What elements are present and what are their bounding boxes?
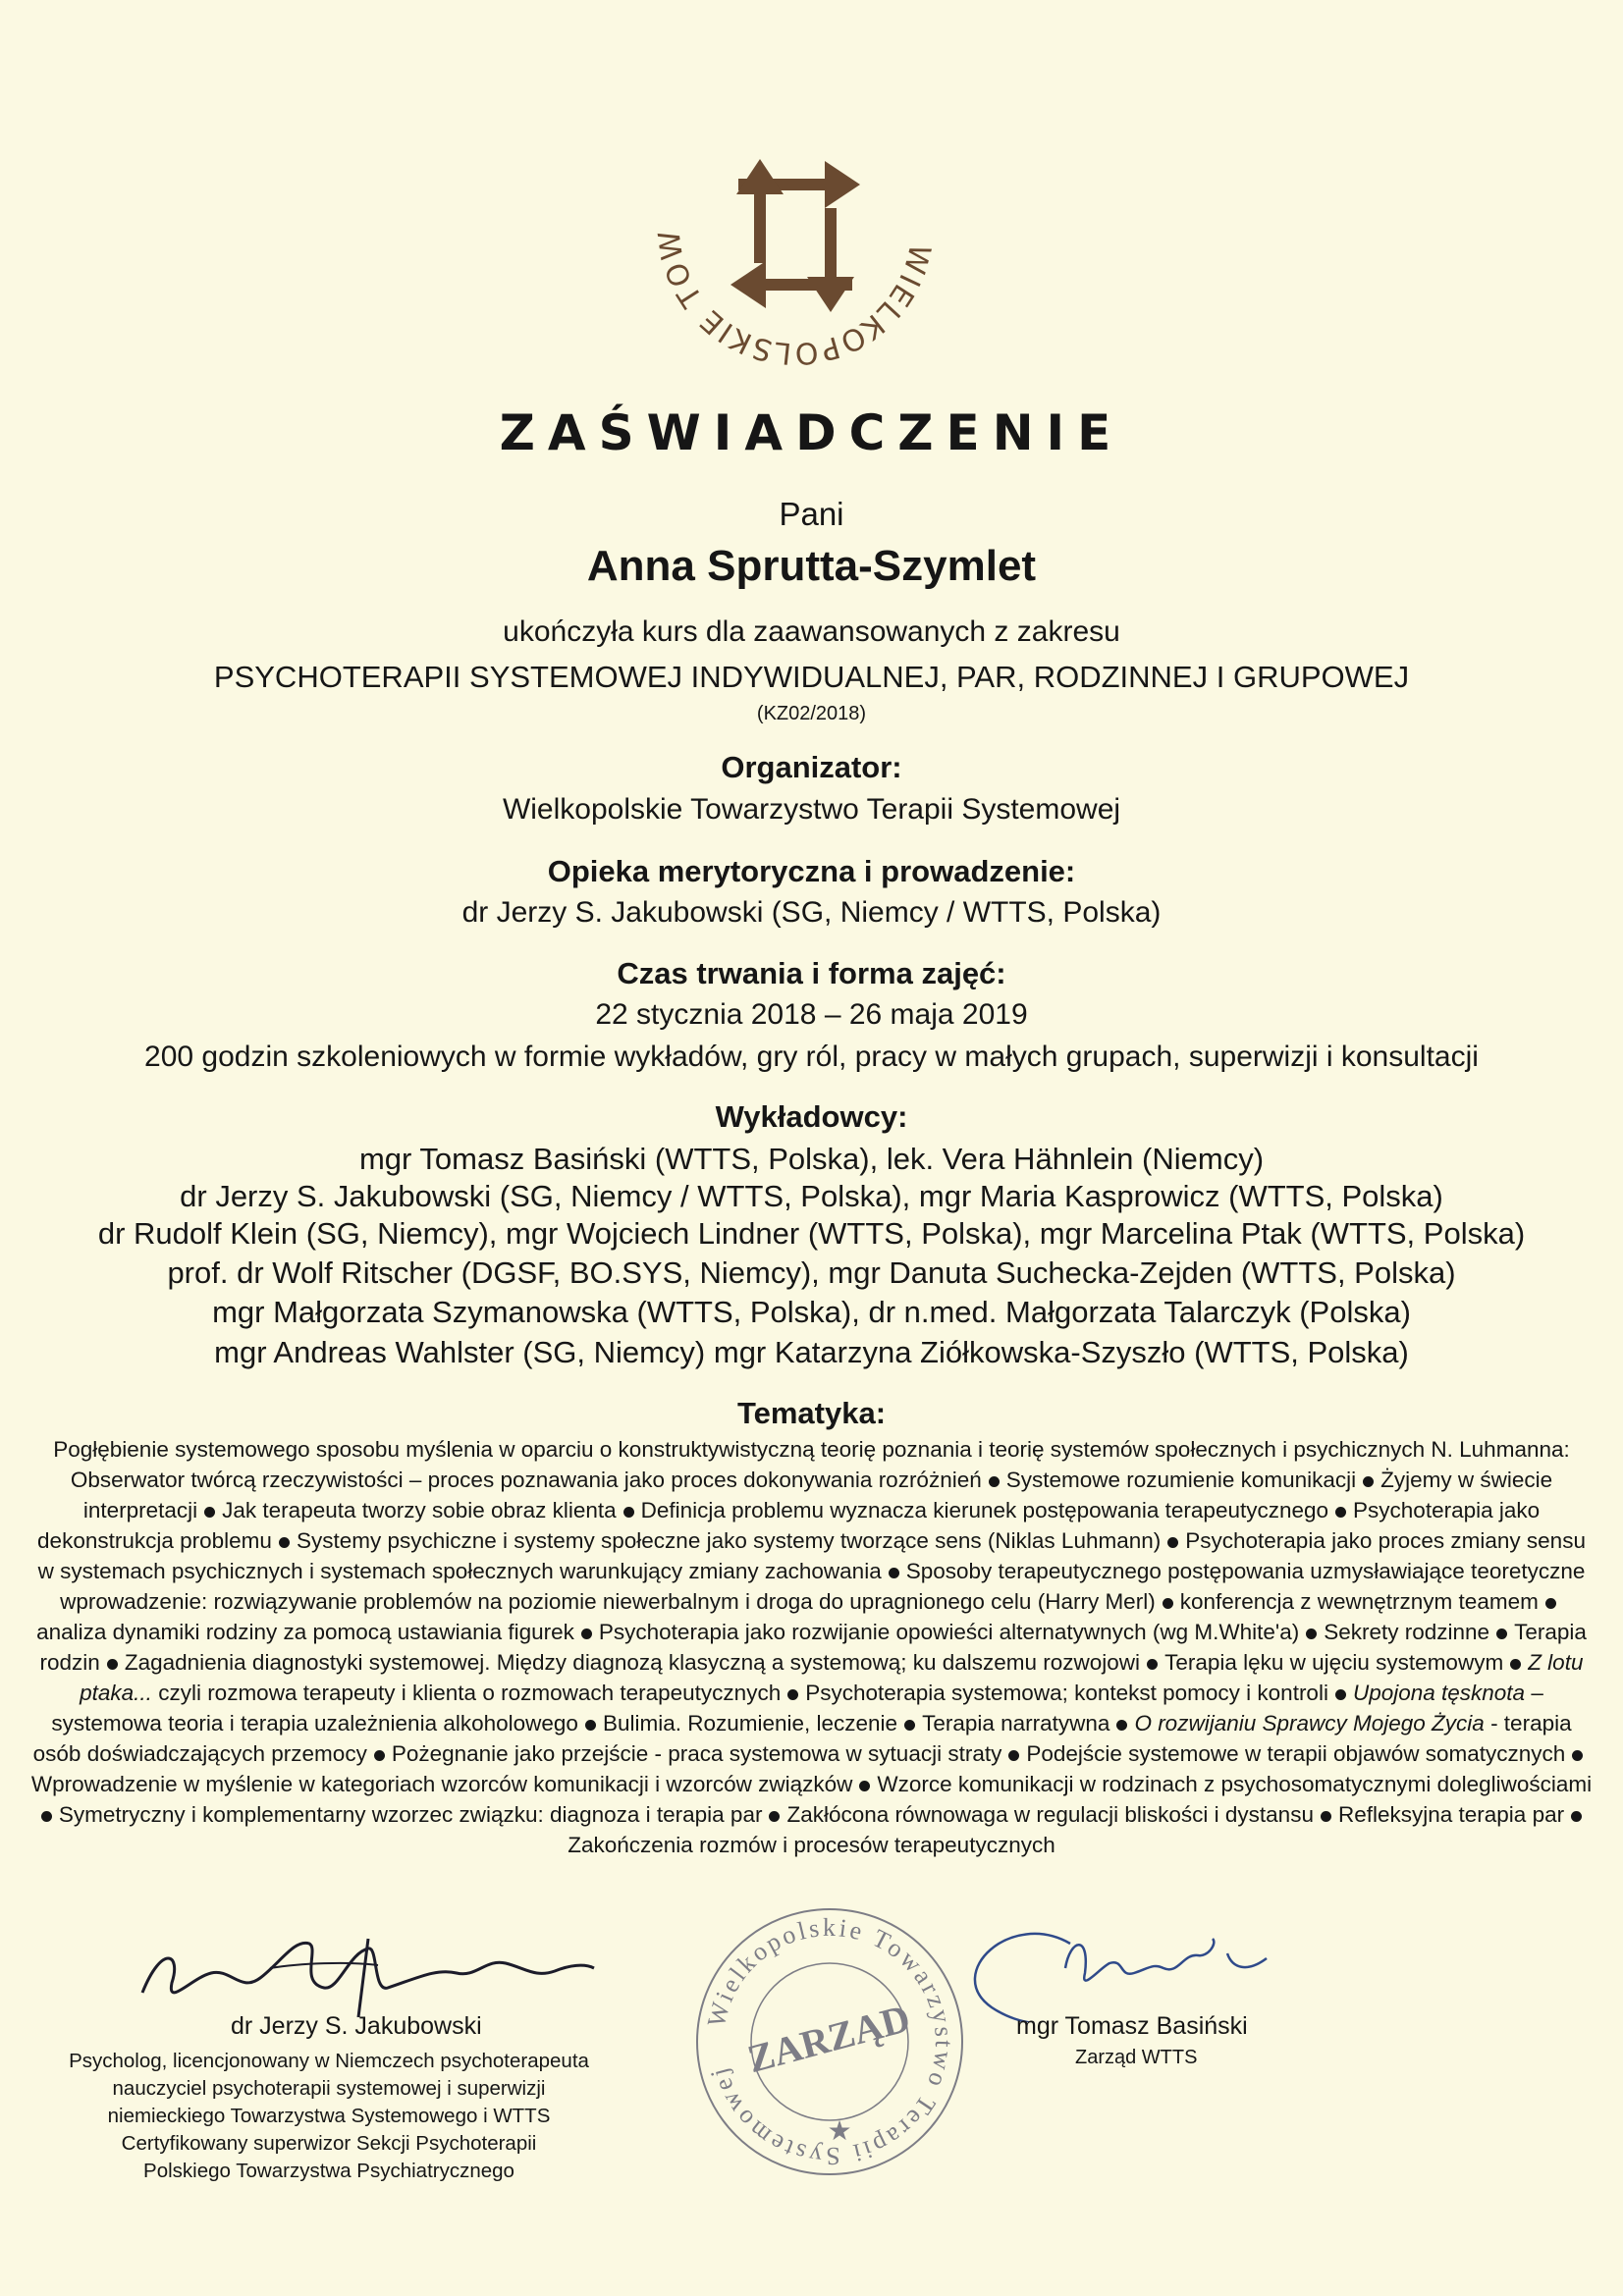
bullet-icon — [374, 1750, 385, 1761]
bullet-icon — [1363, 1476, 1374, 1487]
lecturer-line: mgr Tomasz Basiński (WTTS, Polska), lek. Vera Hähnlein (Niemcy) — [358, 1142, 1265, 1176]
lecturer-line: dr Jerzy S. Jakubowski (SG, Niemcy / WTTS, Polska), mgr Maria Kasprowicz (WTTS, Polska) — [180, 1179, 1443, 1213]
bullet-icon — [1545, 1598, 1556, 1609]
stamp-center-text: ZARZĄD — [742, 1996, 915, 2082]
recipient-name: Anna Sprutta-Szymlet — [586, 542, 1037, 590]
topic-item: Psychoterapia jako dekonstrukcja problemu — [37, 1498, 1541, 1553]
handwritten-signature — [123, 1934, 712, 2022]
bullet-icon — [859, 1781, 870, 1791]
lecturer-line: dr Rudolf Klein (SG, Niemcy), mgr Wojciech Lindner (WTTS, Polska), mgr Marcelina Ptak (WTTS, Polska) — [97, 1216, 1526, 1251]
topic-item: Podejście systemowe w terapii objawów somatycznych — [1026, 1741, 1566, 1766]
topic-item: Sposoby terapeutycznego postępowania uzmysławiające teoretyczne wprowadzenie: rozwiązywanie problemów na poziomie niewerbalnym i droga do upragnionego celu (Harry Merl) — [60, 1559, 1586, 1614]
topic-item: Definicja problemu wyznacza kierunek postępowania terapeutycznego — [640, 1498, 1329, 1522]
lecturer-line: mgr Andreas Wahlster (SG, Niemcy) mgr Katarzyna Ziółkowska-Szyszło (WTTS, Polska) — [214, 1335, 1409, 1369]
bullet-icon — [279, 1537, 290, 1548]
bullet-icon — [1167, 1537, 1178, 1548]
bullet-icon — [1335, 1689, 1346, 1700]
topic-italic-title: Upojona tęsknota — [1352, 1681, 1526, 1705]
svg-text:WIELKOPOLSKIE TOWARZYSTWO TERA: WIELKOPOLSKIE TOW — [652, 228, 938, 371]
topic-italic-title: O rozwijaniu Sprawcy Mojego Życia — [1134, 1711, 1485, 1735]
svg-text:Wielkopolskie Towarzystwo Tera: Wielkopolskie Towarzystwo Terapii Systemowej — [701, 1912, 959, 2171]
bullet-icon — [1572, 1750, 1583, 1761]
organization-logo — [628, 61, 962, 395]
organizer-label: Organizator: — [721, 750, 902, 784]
topic-item: Psychoterapia jako rozwijanie opowieści alternatywnych (wg M.White'a) — [598, 1620, 1300, 1644]
bullet-icon — [889, 1568, 899, 1578]
topic-item: Pogłębienie systemowego sposobu myślenia w oparciu o konstruktywistyczną teorię poznania i teorię systemów społecznych i psychicznych N. Luhmanna: Obserwator twórcą rzeczywistości – proces poznawania jako proces dokonywania rozróżnień — [53, 1437, 1570, 1492]
topic-item: Jak terapeuta tworzy sobie obraz klienta — [222, 1498, 617, 1522]
bullet-icon — [1510, 1659, 1521, 1670]
signatory-credentials: Psycholog, licencjonowany w Niemczech psychoterapeuta nauczyciel psychoterapii systemowej i superwizji niemieckiego Towarzystwa Systemowego i WTTS Certyfikowany superwizor Sekcji Psychoterapii Polskiego Towarzystwa Psychiatrycznego — [69, 2050, 589, 2182]
duration-dates: 22 stycznia 2018 – 26 maja 2019 — [595, 998, 1028, 1031]
certificate-title: ZAŚWIADCZENIE — [499, 404, 1124, 461]
topic-item: Refleksyjna terapia par — [1337, 1802, 1565, 1827]
salutation: Pani — [779, 496, 844, 532]
bullet-icon — [581, 1629, 592, 1639]
bullet-icon — [1116, 1720, 1127, 1731]
bullet-icon — [904, 1720, 915, 1731]
bullet-icon — [623, 1507, 634, 1518]
topic-item: Żyjemy w świecie interpretacji — [82, 1468, 1553, 1522]
topic-item: konferencja z wewnętrznym teamem — [1179, 1589, 1539, 1614]
topic-item: Terapia narratywna — [922, 1711, 1110, 1735]
topic-item: - terapia osób doświadczających przemocy — [32, 1711, 1572, 1766]
bullet-icon — [1306, 1629, 1317, 1639]
lecturers-label: Wykładowcy: — [715, 1099, 908, 1134]
supervision-value: dr Jerzy S. Jakubowski (SG, Niemcy / WTTS, Polska) — [461, 896, 1162, 929]
supervision-label: Opieka merytoryczna i prowadzenie: — [547, 854, 1076, 888]
topic-item: Systemowe rozumienie komunikacji — [1005, 1468, 1357, 1492]
organizer-value: Wielkopolskie Towarzystwo Terapii Systemowej — [502, 793, 1121, 826]
topic-item: Zakończenia rozmów i procesów terapeutycznych — [568, 1833, 1055, 1857]
bullet-icon — [1335, 1507, 1346, 1518]
topics-list — [29, 1434, 1594, 1860]
topic-item: Systemy psychiczne i systemy społeczne jako systemy tworzące sens (Niklas Luhmann) — [296, 1528, 1162, 1553]
bullet-icon — [585, 1720, 596, 1731]
course-name: PSYCHOTERAPII SYSTEMOWEJ INDYWIDUALNEJ, PAR, RODZINNEJ I GRUPOWEJ — [213, 660, 1410, 694]
topic-item: Psychoterapia jako proces zmiany sensu w systemach psychicznych i systemach społecznych warunkujący zmiany zachowania — [37, 1528, 1586, 1583]
topic-item: Wzorce komunikacji w rodzinach z psychosomatycznymi dolegliwościami — [877, 1772, 1593, 1796]
topic-item: Wprowadzenie w myślenie w kategoriach wzorców komunikacji i wzorców związków — [30, 1772, 853, 1796]
bullet-icon — [1147, 1659, 1158, 1670]
bullet-icon — [41, 1811, 52, 1822]
topics-label: Tematyka: — [736, 1396, 887, 1430]
bullet-icon — [1496, 1629, 1507, 1639]
lecturer-line: mgr Małgorzata Szymanowska (WTTS, Polska), dr n.med. Małgorzata Talarczyk (Polska) — [212, 1295, 1411, 1329]
lecturer-line: prof. dr Wolf Ritscher (DGSF, BO.SYS, Niemcy), mgr Danuta Suchecka-Zejden (WTTS, Polska) — [167, 1255, 1456, 1290]
topic-item: Zakłócona równowaga w regulacji bliskości i dystansu — [786, 1802, 1314, 1827]
topic-item: Bulimia. Rozumienie, leczenie — [602, 1711, 898, 1735]
official-stamp — [687, 1899, 972, 2184]
bullet-icon — [1163, 1598, 1173, 1609]
signatory-role: Zarząd WTTS — [1075, 2047, 1198, 2068]
topic-item: Terapia rodzin — [39, 1620, 1587, 1675]
topic-item: analiza dynamiki rodziny za pomocą ustawiania figurek — [36, 1620, 574, 1644]
bullet-icon — [989, 1476, 1000, 1487]
bullet-icon — [1571, 1811, 1582, 1822]
circular-arrows-icon — [628, 61, 962, 395]
bullet-icon — [769, 1811, 780, 1822]
topic-italic-title: Z lotu ptaka... — [80, 1650, 1584, 1705]
svg-text:★: ★ — [827, 2115, 852, 2146]
bullet-icon — [204, 1507, 215, 1518]
topic-item: – systemowa teoria i terapia uzależnienia alkoholowego — [51, 1681, 1543, 1735]
signatory-name: mgr Tomasz Basiński — [1016, 2012, 1248, 2040]
duration-label: Czas trwania i forma zajęć: — [617, 956, 1006, 990]
topic-item: Terapia lęku w ujęciu systemowym — [1164, 1650, 1504, 1675]
topic-item: Psychoterapia systemowa; kontekst pomocy i kontroli — [805, 1681, 1328, 1705]
completed-text: ukończyła kurs dla zaawansowanych z zakresu — [503, 615, 1120, 648]
bullet-icon — [107, 1659, 118, 1670]
topic-item: Pożegnanie jako przejście - praca systemowa w sytuacji straty — [391, 1741, 1002, 1766]
signatory-name: dr Jerzy S. Jakubowski — [231, 2012, 482, 2040]
topic-item: Symetryczny i komplementarny wzorzec związku: diagnoza i terapia par — [58, 1802, 763, 1827]
bullet-icon — [1008, 1750, 1019, 1761]
handwritten-signature — [952, 1914, 1286, 2022]
topic-item: Sekrety rodzinne — [1324, 1620, 1490, 1644]
bullet-icon — [787, 1689, 798, 1700]
course-code: (KZ02/2018) — [756, 703, 867, 724]
topic-item: Zagadnienia diagnostyki systemowej. Między diagnozą klasyczną a systemową; ku dalszemu rozwojowi — [124, 1650, 1141, 1675]
stamp-seal — [687, 1899, 972, 2184]
topic-item: czyli rozmowa terapeuty i klienta o rozmowach terapeutycznych — [151, 1681, 782, 1705]
duration-form: 200 godzin szkoleniowych w formie wykładów, gry ról, pracy w małych grupach, superwizji i konsultacji — [144, 1041, 1479, 1073]
bullet-icon — [1321, 1811, 1331, 1822]
